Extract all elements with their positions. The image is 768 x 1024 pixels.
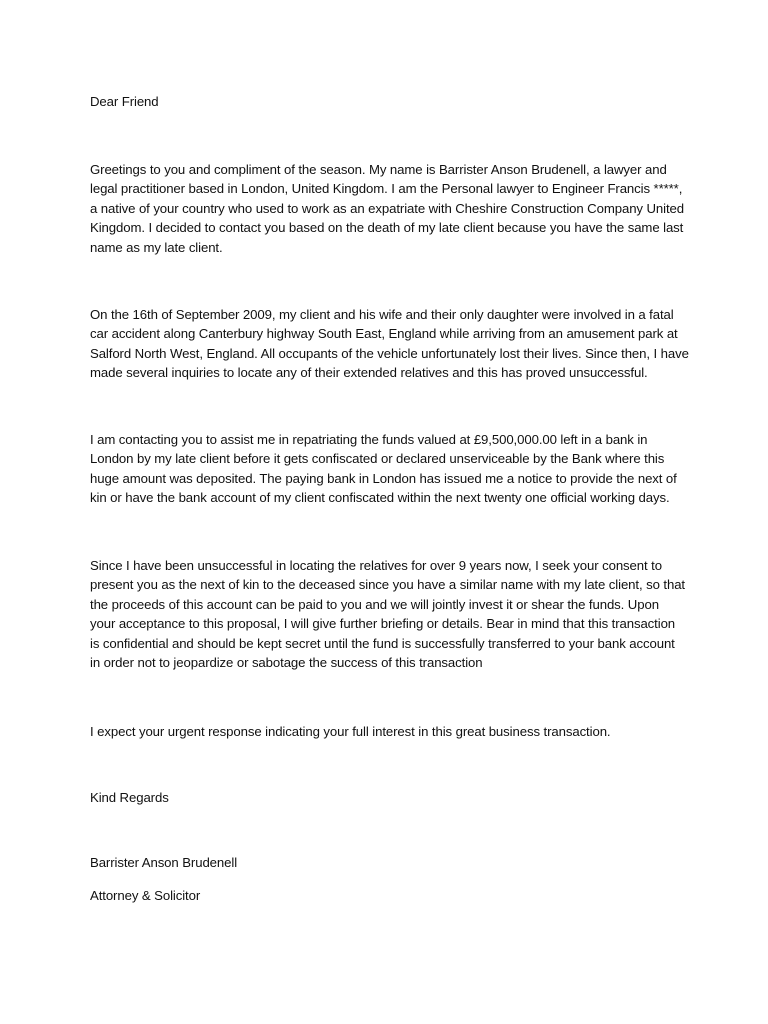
paragraph-accident: On the 16th of September 2009, my client and his wife and their only daughter were involved in a fatal car accident along Canterbury highway South East, England while arriving from an amusement park at Salford North West, England. All occupants of the vehicle unfortunately lost their lives. Since then, I have made several inquiries to locate any of their extended relatives and this has proved unsuccessful. [90,307,689,381]
paragraph-proposal: Since I have been unsuccessful in locating the relatives for over 9 years now, I seek your consent to present you as the next of kin to the deceased since you have a similar name with my late client, so that the proceeds of this account can be paid to you and we will jointly invest it or shear the funds. Upon your acceptance to this proposal, I will give further briefing or details. Bear in mind that this transaction is confidential and should be kept secret until the fund is successfully transferred to your bank account in order not to jeopardize or sabotage the success of this transaction [90,558,685,671]
signature-title: Attorney & Solicitor [90,888,201,903]
salutation: Dear Friend [90,94,159,109]
closing: Kind Regards [90,790,169,805]
paragraph-funds: I am contacting you to assist me in repatriating the funds valued at £9,500,000.00 left in a bank in London by my late client before it gets confiscated or declared unserviceable by the Bank where this huge amount was deposited. The paying bank in London has issued me a notice to provide the next of kin or have the bank account of my client confiscated within the next twenty one official working days. [90,432,677,506]
paragraph-request: I expect your urgent response indicating your full interest in this great business transaction. [90,724,611,739]
signature-name: Barrister Anson Brudenell [90,855,238,870]
paragraph-introduction: Greetings to you and compliment of the season. My name is Barrister Anson Brudenell, a lawyer and legal practitioner based in London, United Kingdom. I am the Personal lawyer to Engineer Francis *****, a native of your country who used to work as an expatriate with Cheshire Construction Company United Kingdom. I decided to contact you based on the death of my late client because you have the same last name as my late client. [90,162,685,255]
